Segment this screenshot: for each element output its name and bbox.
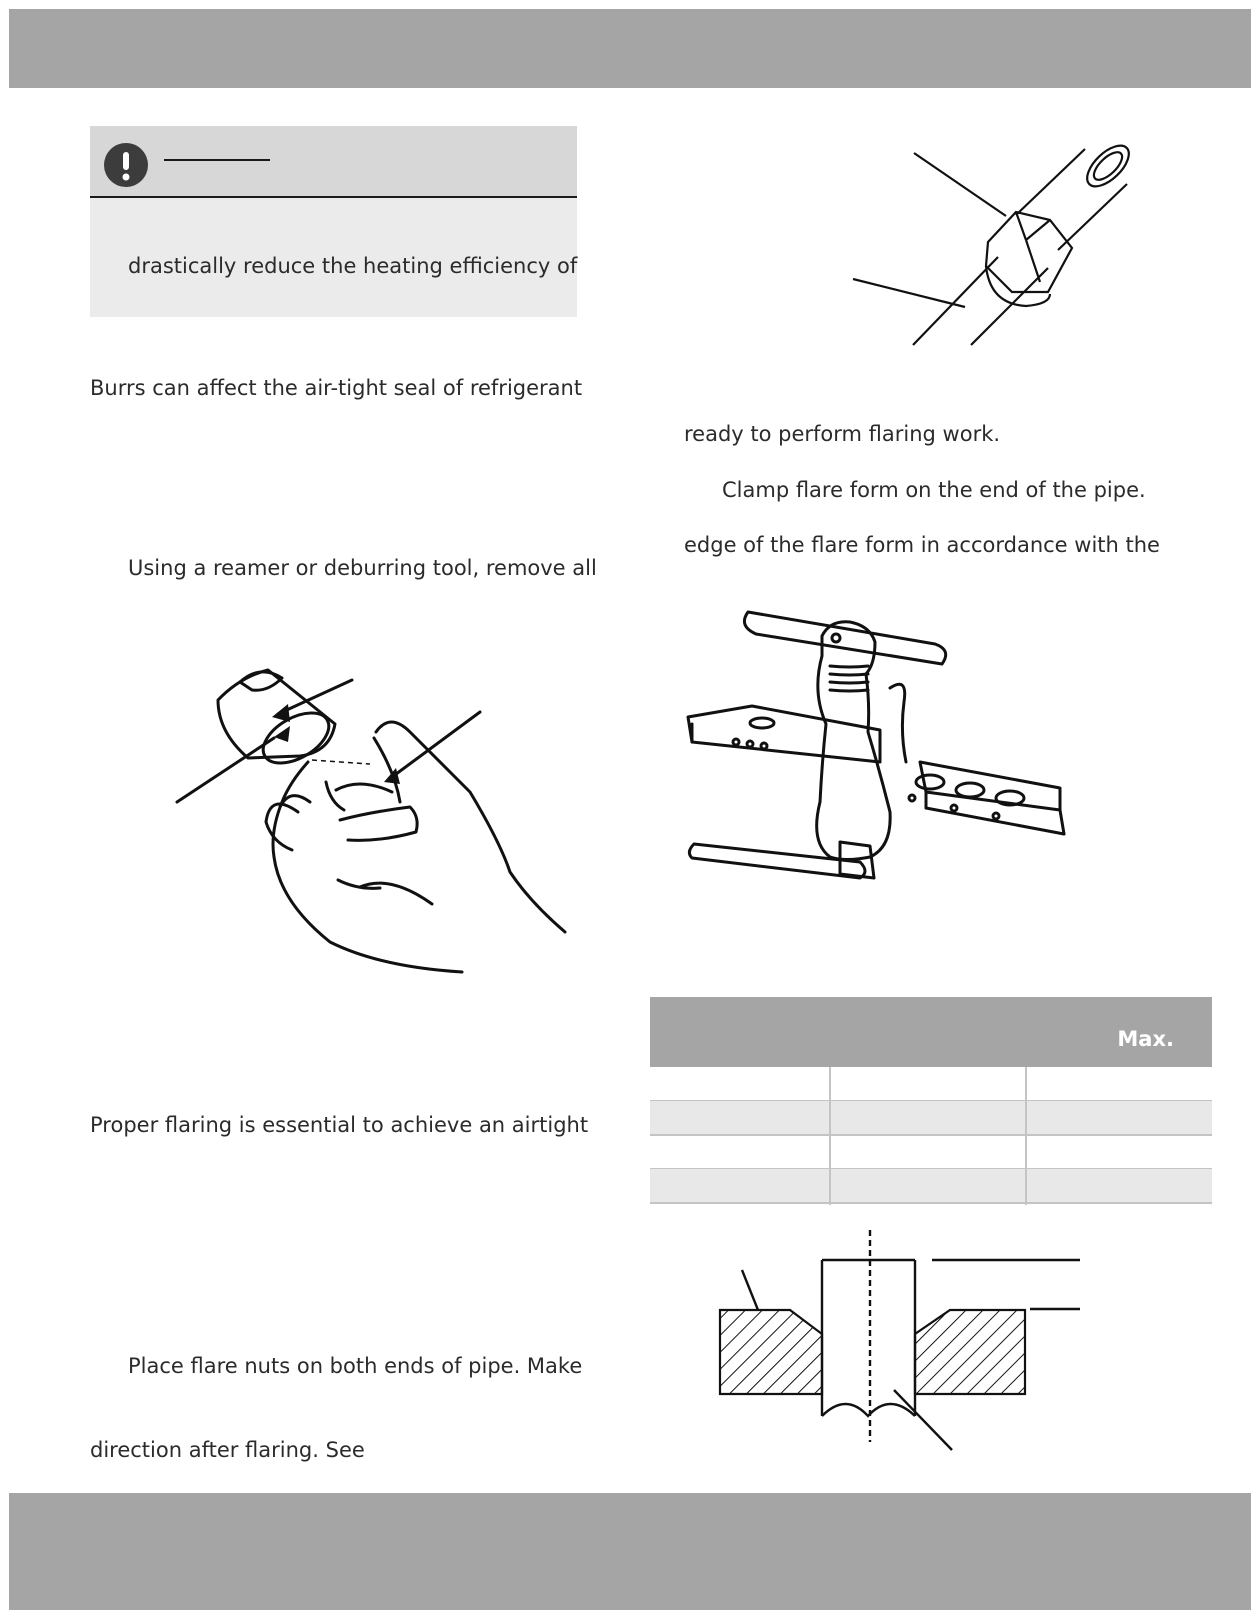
caution-box <box>90 126 577 317</box>
clamp-step-text: Clamp flare form on the end of the pipe. <box>722 478 1146 502</box>
table-column-divider <box>1025 1067 1027 1205</box>
flare-spec-table <box>650 997 1212 1207</box>
table-column-divider <box>829 1067 831 1205</box>
table-row <box>650 1169 1212 1204</box>
table-row <box>650 1135 1212 1170</box>
header-band <box>9 9 1251 88</box>
footer-band <box>9 1493 1251 1610</box>
reamer-step-text: Using a reamer or deburring tool, remove all <box>128 556 597 580</box>
flare-nut-pipe-figure <box>840 132 1160 362</box>
caution-header <box>90 126 577 198</box>
direction-text: direction after flaring. See <box>90 1438 365 1462</box>
caution-title-rule <box>164 159 270 161</box>
exclamation-icon <box>104 143 148 187</box>
edge-flare-text: edge of the flare form in accordance with the <box>684 533 1160 557</box>
spec-table-header <box>650 997 1212 1067</box>
header-max-label: Max. <box>1117 1027 1174 1051</box>
flaring-tool-figure <box>680 612 1100 922</box>
burrs-text: Burrs can affect the air-tight seal of refrigerant <box>90 376 583 400</box>
flare-nuts-step-text: Place flare nuts on both ends of pipe. Make <box>128 1354 583 1378</box>
caution-body-text: drastically reduce the heating efficiency of <box>128 254 578 278</box>
flaring-intro-text: Proper flaring is essential to achieve an airtight <box>90 1113 589 1137</box>
table-row <box>650 1067 1212 1102</box>
deburring-hand-figure <box>170 642 580 1002</box>
table-row <box>650 1101 1212 1136</box>
ready-flaring-text: ready to perform flaring work. <box>684 422 1001 446</box>
flare-form-section-figure <box>710 1226 1090 1456</box>
